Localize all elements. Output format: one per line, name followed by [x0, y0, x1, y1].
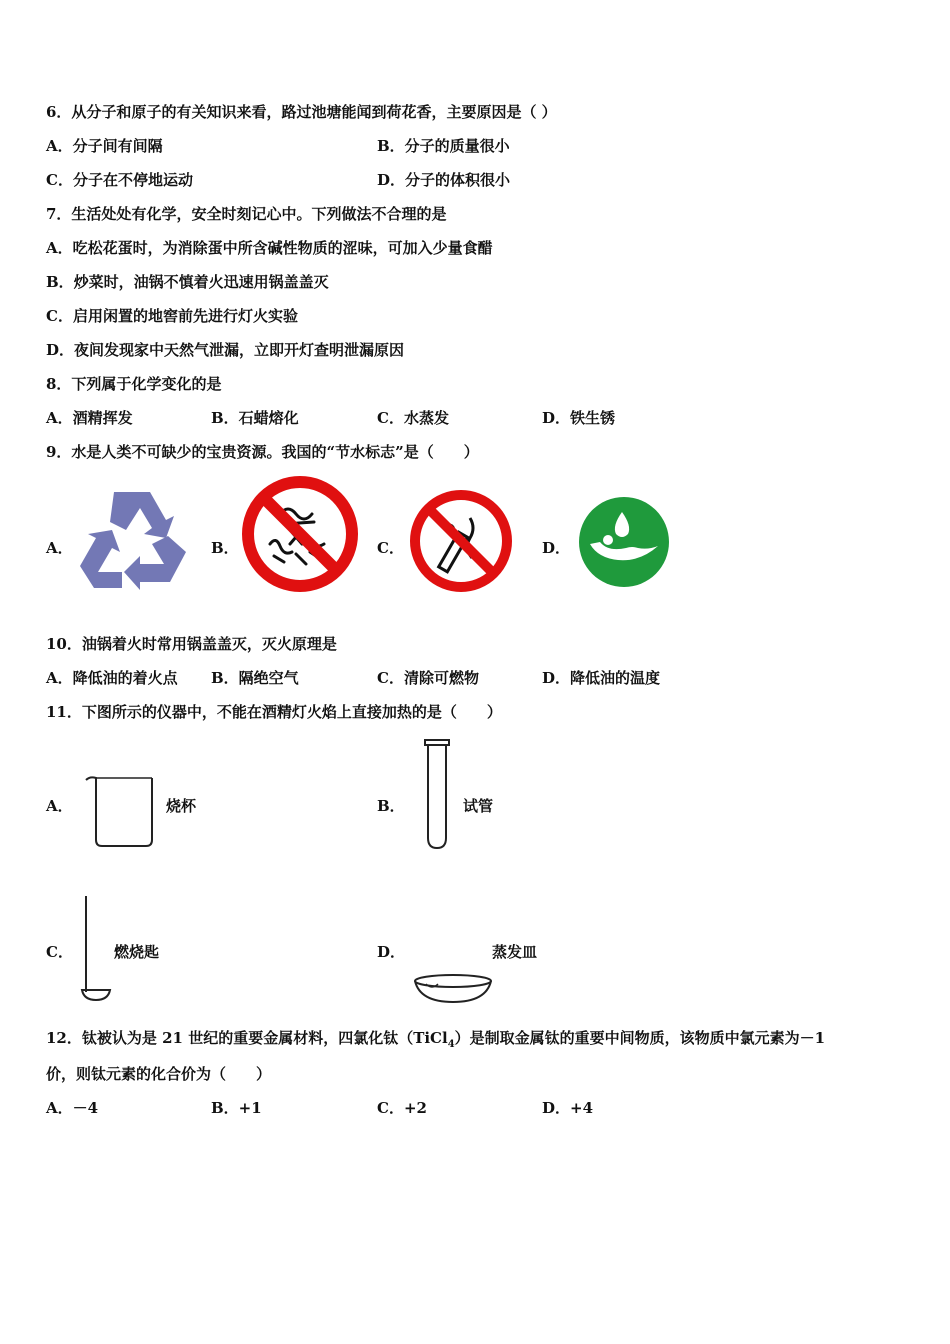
evaporating-dish-icon: [412, 972, 494, 1006]
q9-option-d-label: D．: [542, 539, 571, 557]
q12-option-d: D．+4: [542, 1099, 594, 1117]
q12-stem-part2: ）是制取金属钛的重要中间物质，该物质中氯元素为－1: [454, 1029, 826, 1047]
q10-option-a: A．降低油的着火点: [46, 669, 178, 687]
q10-option-d: D．降低油的温度: [542, 669, 661, 687]
q12-stem-subscript: 4: [447, 1039, 455, 1050]
combustion-spoon-icon: [78, 894, 118, 1006]
q9-option-c-label: C．: [377, 539, 404, 557]
q7-option-c: C．启用闲置的地窖前先进行灯火实验: [46, 307, 298, 325]
no-burning-icon: [240, 474, 360, 594]
q6-option-d: D．分子的体积很小: [377, 171, 511, 189]
q11-option-c-label: C．: [46, 943, 73, 961]
q8-option-a: A．酒精挥发: [46, 409, 133, 427]
q11-apparatus-c: 燃烧匙: [114, 943, 160, 961]
q12-stem-line2: 价，则钛元素的化合价为（ ）: [46, 1065, 272, 1083]
q12-option-b: B．+1: [211, 1099, 262, 1117]
recycle-icon: [74, 486, 190, 592]
q6-stem: 6．从分子和原子的有关知识来看，路过池塘能闻到荷花香，主要原因是（ ）: [46, 103, 557, 121]
q6-option-c: C．分子在不停地运动: [46, 171, 193, 189]
q8-option-c: C．水蒸发: [377, 409, 449, 427]
q9-option-b-label: B．: [211, 539, 239, 557]
q10-option-c: C．清除可燃物: [377, 669, 479, 687]
beaker-icon: [84, 774, 156, 850]
q8-stem: 8．下列属于化学变化的是: [46, 375, 222, 393]
q9-option-a-label: A．: [46, 539, 73, 557]
q10-option-b: B．隔绝空气: [211, 669, 299, 687]
q12-option-c: C．+2: [377, 1099, 427, 1117]
q7-option-b: B．炒菜时，油锅不慎着火迅速用锅盖盖灭: [46, 273, 329, 291]
q12-stem-part1: 12．钛被认为是 21 世纪的重要金属材料，四氯化钛（TiCl: [46, 1029, 448, 1047]
q12-option-a: A．－4: [46, 1099, 99, 1117]
q9-stem: 9．水是人类不可缺少的宝贵资源。我国的“节水标志”是（ ）: [46, 443, 479, 461]
q6-option-a: A．分子间有间隔: [46, 137, 163, 155]
test-tube-icon: [422, 738, 452, 852]
q11-option-a-label: A．: [46, 797, 73, 815]
q12-stem-line1: [46, 1028, 825, 1055]
q8-option-d: D．铁生锈: [542, 409, 616, 427]
q10-stem: 10．油锅着火时常用锅盖盖灭，灭火原理是: [46, 635, 337, 653]
no-smoking-icon: [408, 488, 514, 594]
q11-option-d-label: D．: [377, 943, 406, 961]
q11-apparatus-d: 蒸发皿: [492, 943, 538, 961]
q8-option-b: B．石蜡熔化: [211, 409, 299, 427]
q7-option-a: A．吃松花蛋时，为消除蛋中所含碱性物质的涩味，可加入少量食醋: [46, 239, 493, 257]
q11-apparatus-b: 试管: [463, 797, 494, 815]
q11-stem: 11．下图所示的仪器中，不能在酒精灯火焰上直接加热的是（ ）: [46, 703, 502, 721]
q7-option-d: D．夜间发现家中天然气泄漏，立即开灯查明泄漏原因: [46, 341, 405, 359]
q11-option-b-label: B．: [377, 797, 405, 815]
q11-apparatus-a: 烧杯: [166, 797, 197, 815]
q7-stem: 7．生活处处有化学，安全时刻记心中。下列做法不合理的是: [46, 205, 447, 223]
water-saving-icon: [578, 496, 670, 588]
q6-option-b: B．分子的质量很小: [377, 137, 510, 155]
